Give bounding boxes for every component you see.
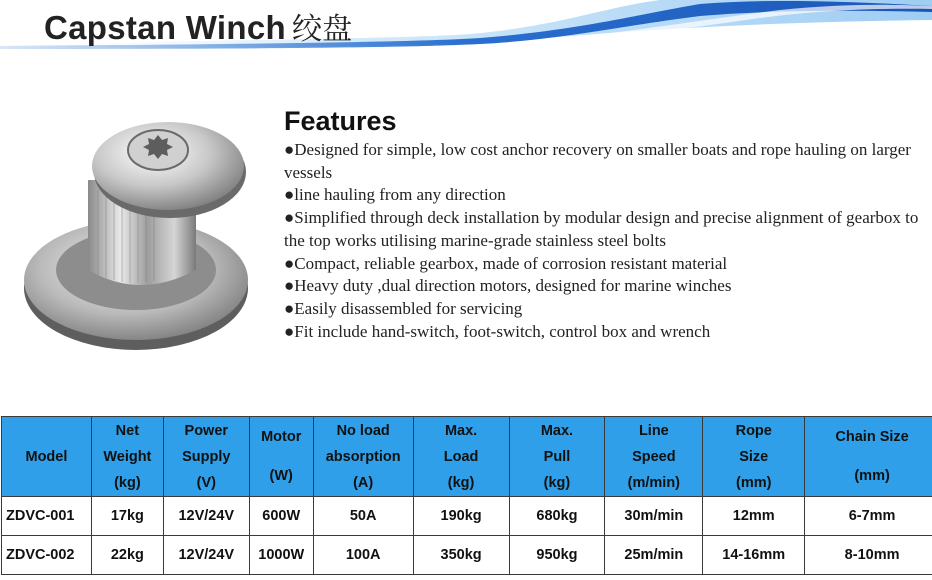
spec-cell: 8-10mm <box>805 536 932 575</box>
spec-cell: 950kg <box>509 536 605 575</box>
spec-cell: 680kg <box>509 497 605 536</box>
spec-column-header-line: Size <box>739 448 769 465</box>
spec-column-header <box>2 417 92 497</box>
spec-cell: 12mm <box>703 497 805 536</box>
spec-column-header-line: Rope <box>735 422 772 439</box>
spec-column-header-line: Max. <box>444 422 478 439</box>
spec-column-header <box>313 417 413 497</box>
page-title-text: Capstan Winch <box>44 9 286 46</box>
page-title <box>44 4 353 48</box>
spec-cell: ZDVC-002 <box>2 536 92 575</box>
spec-row <box>2 497 932 536</box>
spec-column-header <box>249 417 313 497</box>
spec-column-header-line: Chain Size <box>835 428 909 445</box>
spec-row <box>2 536 932 575</box>
spec-cell: 12V/24V <box>163 536 249 575</box>
spec-cell: 190kg <box>413 497 509 536</box>
page-title-cn: 绞盘 <box>291 12 353 47</box>
spec-column-header-line: (V) <box>196 474 216 491</box>
spec-column-header-line: Motor <box>261 428 302 445</box>
feature-item: ●Compact, reliable gearbox, made of corrosion resistant material <box>284 253 728 273</box>
spec-column-header-line: (kg) <box>114 474 141 491</box>
feature-item: ●Heavy duty ,dual direction motors, designed for marine winches <box>284 276 732 296</box>
spec-cell: 6-7mm <box>805 497 932 536</box>
spec-column-header-line: Load <box>443 448 479 465</box>
spec-cell: 350kg <box>413 536 509 575</box>
spec-header-row <box>2 417 932 497</box>
spec-column-header-line: Max. <box>540 422 574 439</box>
spec-column-header-line: Power <box>184 422 229 439</box>
spec-cell: 12V/24V <box>163 497 249 536</box>
spec-column-header-line: (m/min) <box>627 474 681 491</box>
spec-column-header <box>703 417 805 497</box>
feature-item: ●Fit include hand-switch, foot-switch, control box and wrench <box>284 321 711 341</box>
features-list <box>284 139 932 343</box>
spec-column-header <box>91 417 163 497</box>
spec-table <box>1 416 932 575</box>
spec-column-header-line: Speed <box>632 448 676 465</box>
spec-column-header-line: Line <box>638 422 669 439</box>
features-heading: Features <box>284 106 397 136</box>
feature-item: ●Simplified through deck installation by modular design and precise alignment of gearbox to the top works utilising marine-grade stainless steel bolts <box>284 208 919 250</box>
spec-column-header-line: Supply <box>182 448 231 465</box>
spec-column-header-line: Weight <box>103 448 152 465</box>
spec-column-header-line: Net <box>115 422 140 439</box>
spec-cell: ZDVC-001 <box>2 497 92 536</box>
spec-cell: 100A <box>313 536 413 575</box>
spec-cell: 600W <box>249 497 313 536</box>
capstan-winch-photo <box>18 110 280 360</box>
spec-column-header-line: Model <box>25 448 68 465</box>
spec-column-header-line: (mm) <box>736 474 772 491</box>
spec-column-header <box>413 417 509 497</box>
feature-item: ●line hauling from any direction <box>284 185 506 205</box>
spec-column-header <box>163 417 249 497</box>
spec-cell: 22kg <box>91 536 163 575</box>
spec-column-header-line: (kg) <box>447 474 475 491</box>
feature-item: ●Designed for simple, low cost anchor recovery on smaller boats and rope hauling on larger vessels <box>284 140 911 182</box>
spec-column-header-line: Pull <box>543 448 571 465</box>
spec-column-header-line: No load <box>336 422 390 439</box>
spec-column-header-line: absorption <box>325 448 401 465</box>
spec-cell: 14-16mm <box>703 536 805 575</box>
spec-body <box>2 497 932 575</box>
spec-cell: 17kg <box>91 497 163 536</box>
spec-cell: 1000W <box>249 536 313 575</box>
spec-column-header-line: (kg) <box>543 474 571 491</box>
spec-cell: 50A <box>313 497 413 536</box>
spec-column-header <box>509 417 605 497</box>
spec-column-header <box>605 417 703 497</box>
spec-cell: 25m/min <box>605 536 703 575</box>
spec-column-header-line: (A) <box>353 474 374 491</box>
spec-column-header-line: (mm) <box>854 467 890 484</box>
spec-cell: 30m/min <box>605 497 703 536</box>
feature-item: ●Easily disassembled for servicing <box>284 298 523 318</box>
spec-column-header <box>805 417 932 497</box>
spec-column-header-line: (W) <box>269 467 293 484</box>
